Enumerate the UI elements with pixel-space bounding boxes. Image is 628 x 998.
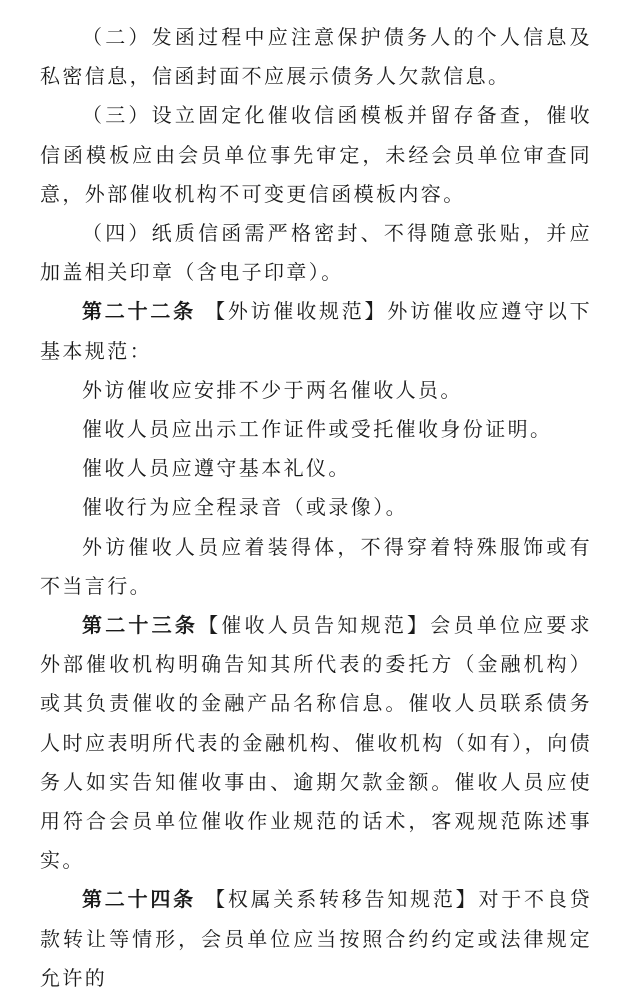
paragraph-text: 催收人员应出示工作证件或受托催收身份证明。 xyxy=(82,417,553,442)
article-23 xyxy=(40,606,592,880)
rule-item-1 xyxy=(40,371,592,410)
article-text: 【权属关系转移告知规范】对于不良贷款转让等情形，会员单位应当按照合约约定或法律规定允许的 xyxy=(40,887,592,990)
article-22 xyxy=(40,292,592,370)
article-24 xyxy=(40,880,592,998)
document-page xyxy=(40,18,592,998)
paragraph-text: 外访催收应安排不少于两名催收人员。 xyxy=(82,377,463,402)
paragraph-text: （二）发函过程中应注意保护债务人的个人信息及私密信息，信函封面不应展示债务人欠款信息。 xyxy=(40,25,592,89)
rule-item-3 xyxy=(40,449,592,488)
rule-item-4 xyxy=(40,488,592,527)
article-text: 【外访催收规范】外访催收应遵守以下基本规范： xyxy=(40,299,592,363)
rule-item-2 xyxy=(40,410,592,449)
paragraph-3 xyxy=(40,96,592,214)
paragraph-text: 外访催收人员应着装得体，不得穿着特殊服饰或有不当言行。 xyxy=(40,534,592,598)
article-number: 第二十二条 xyxy=(82,299,196,324)
article-text: 【催收人员告知规范】会员单位应要求外部催收机构明确告知其所代表的委托方（金融机构）或其负责催收的金融产品名称信息。催收人员联系债务人时应表明所代表的金融机构、催收机构（如有），向债务人如实告知催收事由、逾期欠款金额。催收人员应使用符合会员单位催收作业规范的话术，客观规范陈述事实。 xyxy=(40,613,592,873)
article-number: 第二十三条 xyxy=(82,613,199,638)
paragraph-text: 催收行为应全程录音（或录像）。 xyxy=(82,495,408,520)
paragraph-4 xyxy=(40,214,592,292)
paragraph-text: 催收人员应遵守基本礼仪。 xyxy=(82,456,351,481)
paragraph-text: （三）设立固定化催收信函模板并留存备查，催收信函模板应由会员单位事先审定，未经会员单位审查同意，外部催收机构不可变更信函模板内容。 xyxy=(40,103,592,206)
rule-item-5 xyxy=(40,528,592,606)
paragraph-2 xyxy=(40,18,592,96)
article-number: 第二十四条 xyxy=(82,887,196,912)
paragraph-text: （四）纸质信函需严格密封、不得随意张贴，并应加盖相关印章（含电子印章）。 xyxy=(40,221,592,285)
